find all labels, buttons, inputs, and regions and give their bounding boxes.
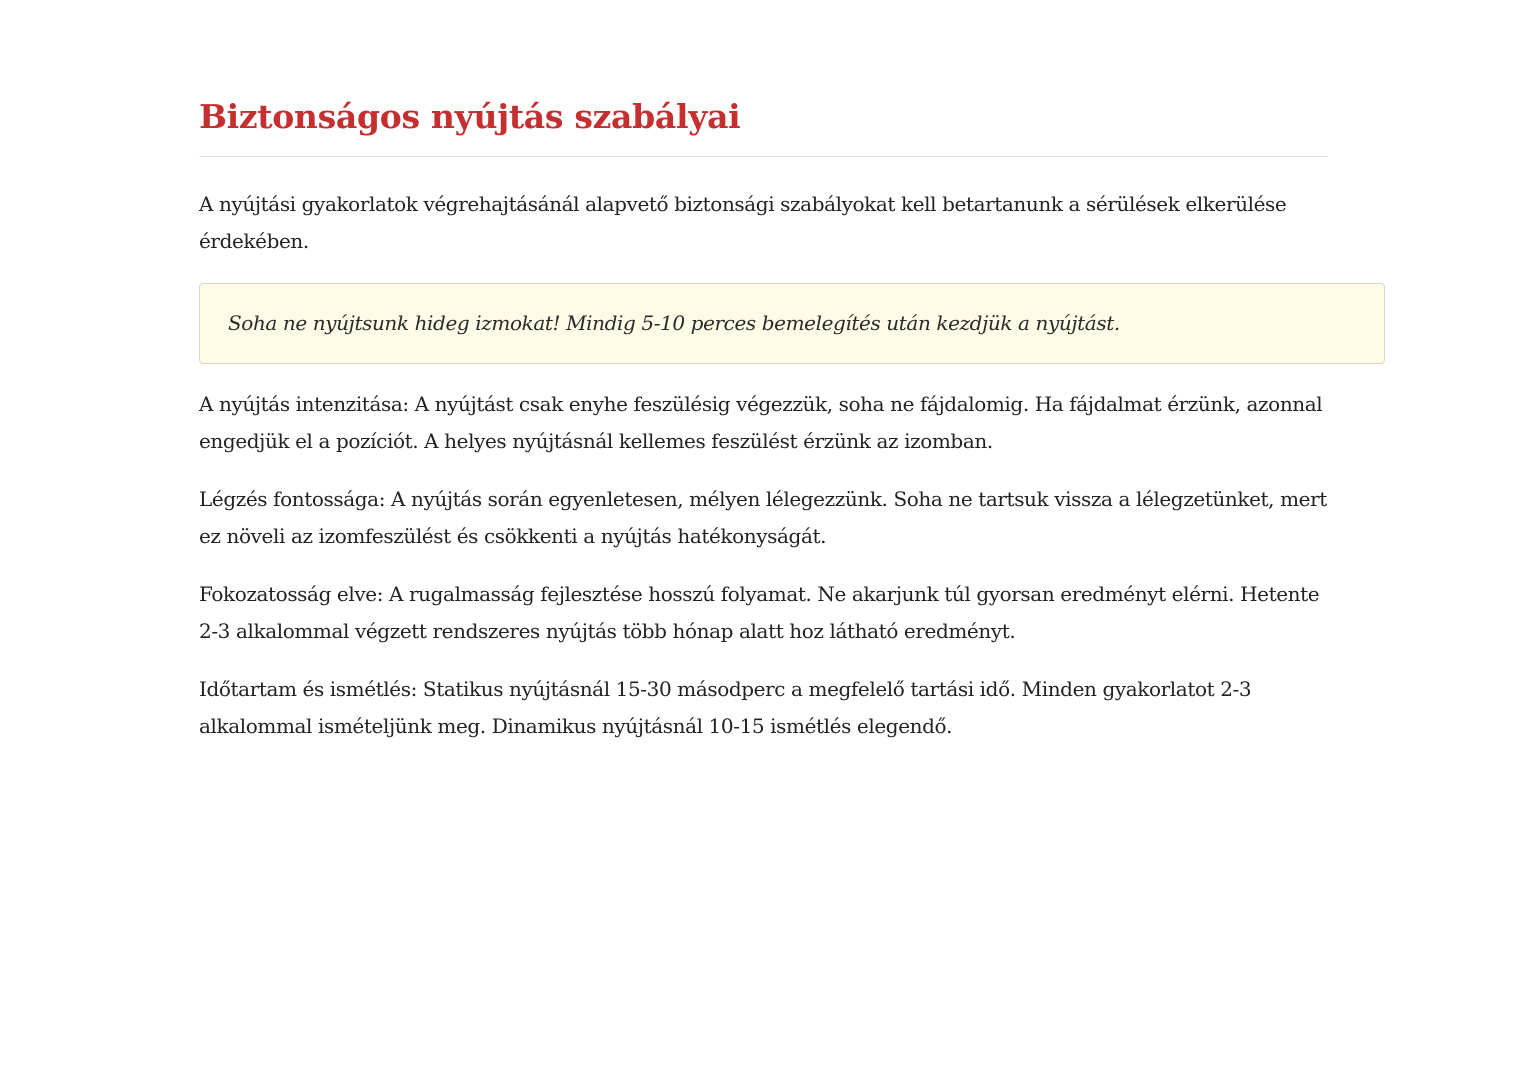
title-divider xyxy=(199,156,1328,157)
paragraph-duration: Időtartam és ismétlés: Statikus nyújtásnál 15-30 másodperc a megfelelő tartási idő. Minden gyakorlatot 2-3 alkalommal ismételjünk meg. Dinamikus nyújtásnál 10-15 ismétlés elegendő. xyxy=(199,676,1252,738)
warning-callout-text: Soha ne nyújtsunk hideg izmokat! Mindig 5-10 perces bemelegítés után kezdjük a nyújtást. xyxy=(228,311,1120,336)
intro-paragraph: A nyújtási gyakorlatok végrehajtásánál alapvető biztonsági szabályokat kell betartanunk a sérülések elkerülése érdekében. xyxy=(199,191,1287,253)
article xyxy=(199,96,1385,745)
page-title: Biztonságos nyújtás szabályai xyxy=(199,97,741,136)
warning-callout xyxy=(199,283,1385,364)
paragraph-breathing: Légzés fontossága: A nyújtás során egyenletesen, mélyen lélegezzünk. Soha ne tartsuk vissza a lélegzetünket, mert ez növeli az izomfeszülést és csökkenti a nyújtás hatékonyságát. xyxy=(199,486,1327,548)
paragraph-gradualness: Fokozatosság elve: A rugalmasság fejlesztése hosszú folyamat. Ne akarjunk túl gyorsan eredményt elérni. Hetente 2-3 alkalommal végzett rendszeres nyújtás több hónap alatt hoz látható eredményt. xyxy=(199,581,1320,643)
paragraph-intensity: A nyújtás intenzitása: A nyújtást csak enyhe feszülésig végezzük, soha ne fájdalomig. Ha fájdalmat érzünk, azonnal engedjük el a pozíciót. A helyes nyújtásnál kellemes feszülést érzünk az izomban. xyxy=(199,391,1323,453)
